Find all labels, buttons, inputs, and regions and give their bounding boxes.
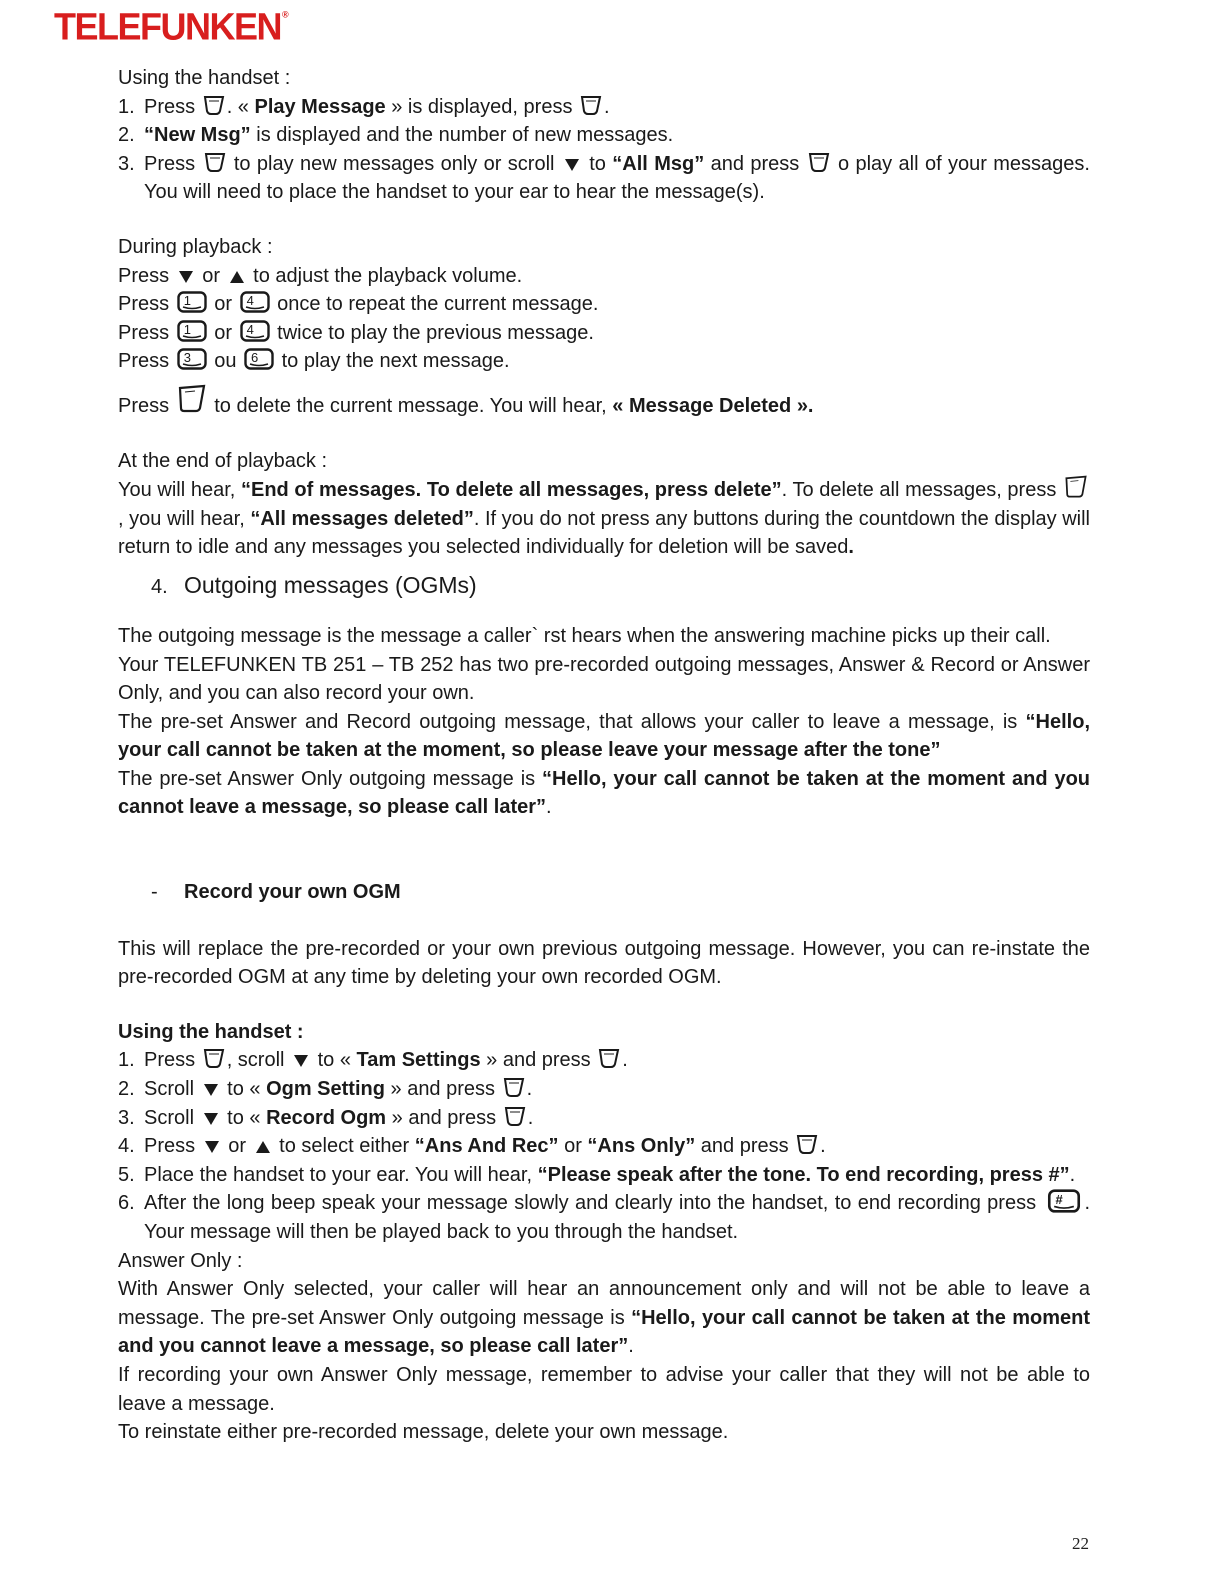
down-arrow-icon [203, 1139, 221, 1155]
page-number: 22 [1072, 1534, 1089, 1553]
list-item: 2. Scroll to « Ogm Setting » and press . [118, 1078, 533, 1101]
playback-line-delete: Press to delete the current message. You will hear, « Message Deleted ». [118, 384, 1090, 421]
down-arrow-icon [202, 1111, 220, 1127]
down-arrow-icon [177, 269, 195, 285]
ogm-paragraph-4: The pre-set Answer Only outgoing message is “Hello, your call cannot be taken at the moment and you cannot leave a message, so please call later”. [118, 767, 1090, 819]
section-heading-ogm: 4. Outgoing messages (OGMs) [151, 571, 477, 598]
list-item: 1. Press . « Play Message » is displayed, press . [118, 95, 610, 118]
list-item: 3. Scroll to « Record Ogm » and press . [118, 1106, 534, 1129]
playback-line-previous: Press 1 or 4 twice to play the previous message. [118, 321, 594, 344]
menu-key-icon [503, 1076, 525, 1098]
section-title-using-handset: Using the handset : [118, 67, 291, 89]
list-item: 3. Press to play new messages only or scroll to “All Msg” and press o play all of your messages. You will need to place the handset to your ear to hear the message(s). [118, 152, 1090, 204]
document-body [118, 64, 1090, 1447]
key-1-icon: 1 [177, 291, 207, 313]
key-4-icon: 4 [240, 291, 270, 313]
down-arrow-icon [563, 157, 581, 173]
playback-line-volume: Press or to adjust the playback volume. [118, 264, 523, 287]
delete-key-icon [177, 384, 207, 414]
down-arrow-icon [202, 1082, 220, 1098]
menu-key-icon [580, 94, 602, 116]
answer-only-title: Answer Only : [118, 1249, 243, 1272]
hash-key-icon: # [1046, 1189, 1082, 1213]
answer-only-advice: If recording your own Answer Only message, remember to advise your caller that they will not be able to leave a message. [118, 1363, 1090, 1415]
ogm-paragraph-2: Your TELEFUNKEN TB 251 – TB 252 has two pre-recorded outgoing messages, Answer & Record or Answer Only, and you can also record your own. [118, 653, 1090, 705]
menu-key-icon [796, 1133, 818, 1155]
playback-line-next: Press 3 ou 6 to play the next message. [118, 350, 510, 373]
key-4-icon: 4 [240, 320, 270, 342]
menu-key-icon [204, 151, 226, 173]
down-arrow-icon [292, 1053, 310, 1069]
list-item: 4. Press or to select either “Ans And Rec” or “Ans Only” and press . [118, 1135, 826, 1158]
list-item: 1. Press , scroll to « Tam Settings » and press . [118, 1049, 628, 1072]
menu-key-icon [598, 1047, 620, 1069]
menu-key-icon [808, 151, 830, 173]
ogm-paragraph-1: The outgoing message is the message a caller` rst hears when the answering machine picks up their call. [118, 624, 1051, 647]
list-item: 6. After the long beep speak your message slowly and clearly into the handset, to end recording press # . Your message will then be played back to you through the handset. [118, 1189, 1090, 1246]
menu-key-icon [203, 1047, 225, 1069]
list-item: 2. “New Msg” is displayed and the number of new messages. [118, 124, 674, 147]
menu-key-icon [504, 1105, 526, 1127]
key-6-icon: 6 [244, 348, 274, 370]
section-title-during-playback: During playback : [118, 235, 273, 258]
ogm-paragraph-3: The pre-set Answer and Record outgoing message, that allows your caller to leave a message, is “Hello, your call cannot be taken at the moment, so please leave your message after the tone” [118, 710, 1090, 762]
section-title-using-handset-2: Using the handset : [118, 1020, 304, 1043]
brand-name: TELEFUNKEN [54, 4, 281, 48]
reinstate-paragraph: To reinstate either pre-recorded message, delete your own message. [118, 1421, 729, 1444]
menu-key-icon [203, 94, 225, 116]
end-playback-paragraph: You will hear, “End of messages. To delete all messages, press delete”. To delete all messages, press , you will hear, “All messages deleted”. If you do not press any buttons during the countdown the display will return to idle and any messages you selected individually for deletion will be saved. [118, 475, 1090, 562]
up-arrow-icon [228, 269, 246, 285]
delete-key-icon [1064, 475, 1088, 499]
registered-mark: ® [282, 9, 288, 20]
brand-logo [54, 5, 287, 49]
subheading-record-ogm: - Record your own OGM [151, 881, 401, 904]
answer-only-paragraph: With Answer Only selected, your caller will hear an announcement only and will not be able to leave a message. The pre-set Answer Only outgoing message is “Hello, your call cannot be taken at the moment and you cannot leave a message, so please call later”. [118, 1278, 1090, 1358]
list-item: 5. Place the handset to your ear. You will hear, “Please speak after the tone. To end recording, press #”. [118, 1163, 1076, 1186]
playback-line-repeat: Press 1 or 4 once to repeat the current message. [118, 293, 599, 316]
up-arrow-icon [254, 1139, 272, 1155]
record-ogm-paragraph: This will replace the pre-recorded or your own previous outgoing message. However, you can re-instate the pre-recorded OGM at any time by deleting your own recorded OGM. [118, 937, 1090, 989]
section-title-end-playback: At the end of playback : [118, 449, 328, 472]
key-3-icon: 3 [177, 348, 207, 370]
key-1-icon: 1 [177, 320, 207, 342]
